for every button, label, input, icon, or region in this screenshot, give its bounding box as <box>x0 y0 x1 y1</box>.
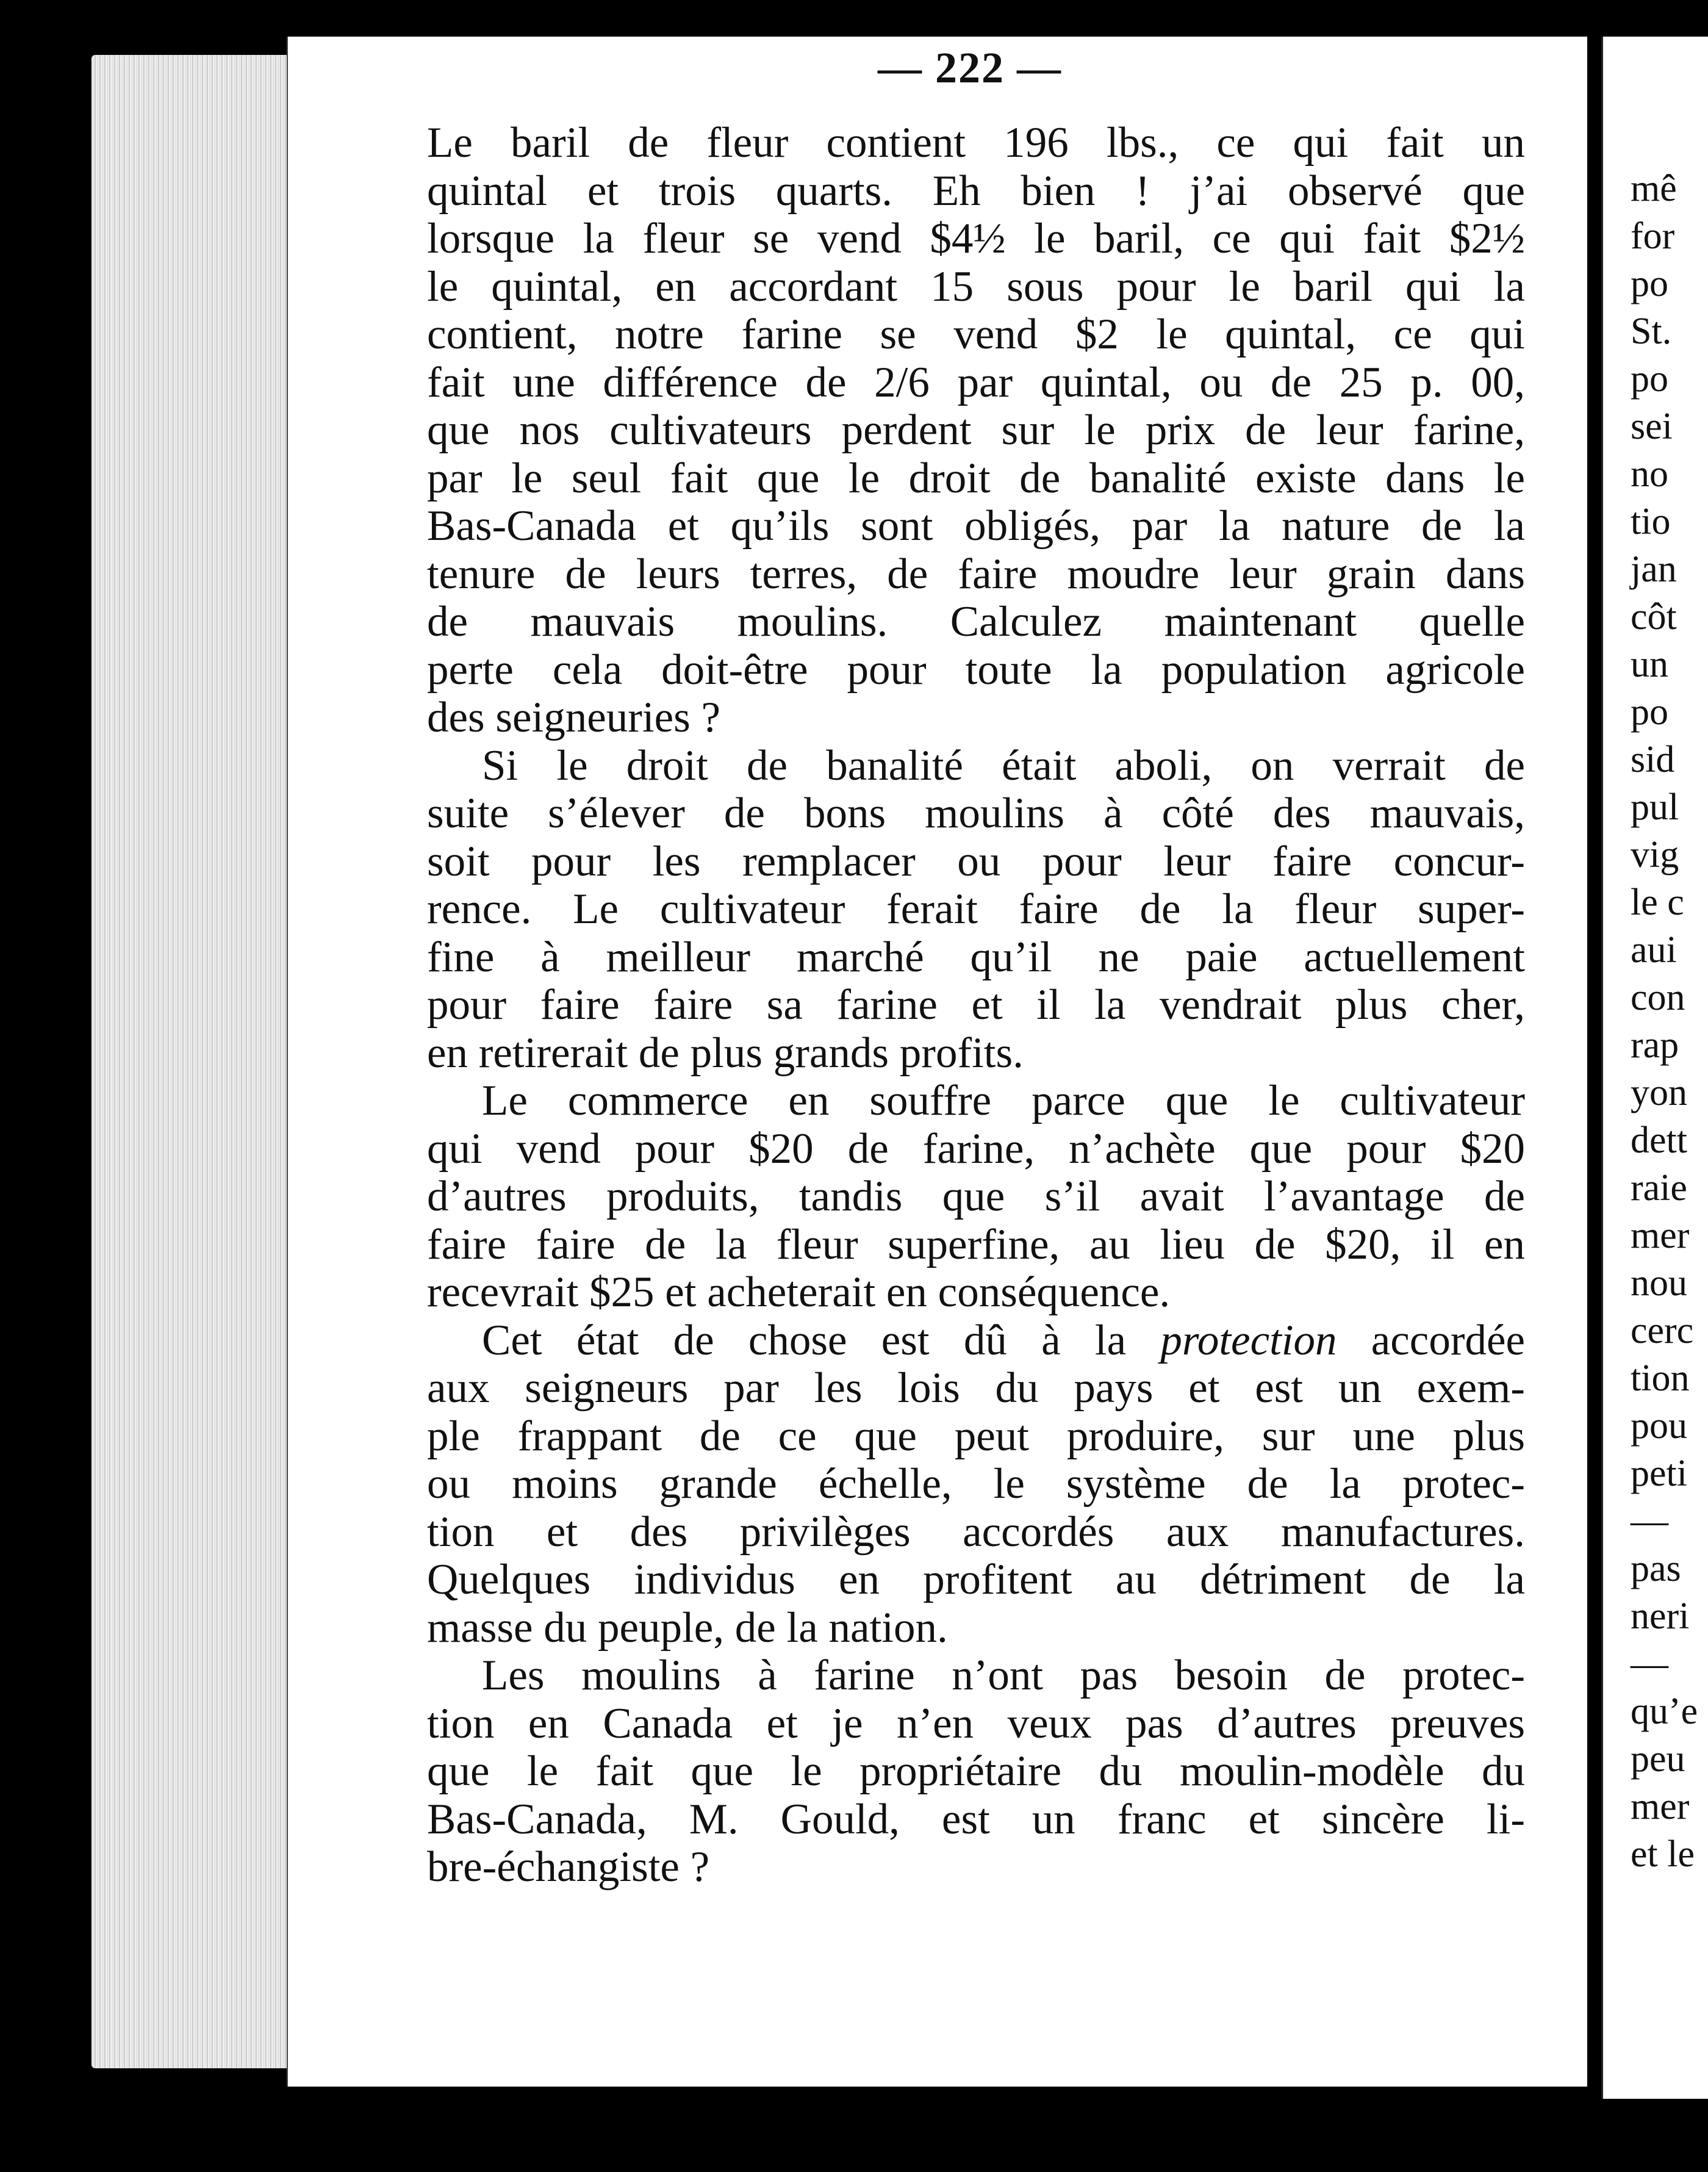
paragraph-1 <box>427 119 1525 742</box>
adjacent-page-fragment: con <box>1631 977 1685 1018</box>
adjacent-page-fragment: côt <box>1631 596 1677 638</box>
text-line: lorsque la fleur se vend $4½ le baril, ce qui fait $2½ <box>427 215 1525 262</box>
text-line: recevrait $25 et acheterait en conséquence. <box>427 1268 1171 1316</box>
adjacent-page-fragment: rap <box>1631 1024 1679 1066</box>
text-line: pour faire faire sa farine et il la vendrait plus cher, <box>427 981 1525 1029</box>
adjacent-page-fragment: qu’e <box>1631 1691 1698 1732</box>
text-line: tion en Canada et je n’en veux pas d’autres preuves <box>427 1699 1525 1747</box>
adjacent-page-fragment: neri <box>1631 1595 1690 1637</box>
adjacent-page-fragment: un <box>1631 644 1668 685</box>
adjacent-page-fragment: tion <box>1631 1358 1690 1399</box>
page-number: — 222 — <box>878 43 1062 92</box>
adjacent-page-fragment: vig <box>1631 834 1679 876</box>
adjacent-page-fragment: po <box>1631 691 1668 733</box>
adjacent-page-fragment: nou <box>1631 1262 1687 1304</box>
text-line: rence. Le cultivateur ferait faire de la fleur super- <box>427 885 1525 933</box>
adjacent-page-fragment: — <box>1631 1500 1668 1542</box>
adjacent-page-fragment: sei <box>1631 406 1673 447</box>
adjacent-page-fragment: — <box>1631 1643 1668 1685</box>
adjacent-page-fragment: et le <box>1631 1833 1695 1875</box>
text-line: fait une différence de 2/6 par quintal, ou de 25 p. 00, <box>427 358 1525 406</box>
text-line: aux seigneurs par les lois du pays et est un exem- <box>427 1364 1525 1412</box>
adjacent-page-fragment: cerc <box>1631 1310 1694 1351</box>
text-line: suite s’élever de bons moulins à côté des mauvais, <box>427 789 1525 837</box>
adjacent-page-fragment: raie <box>1631 1167 1687 1209</box>
adjacent-page-fragment: for <box>1631 215 1675 257</box>
adjacent-page-fragment: pou <box>1631 1405 1687 1447</box>
paragraph-2 <box>427 742 1525 1077</box>
text-line <box>427 1317 1525 1365</box>
adjacent-page-fragment: tio <box>1631 501 1671 542</box>
adjacent-page-fragment: jan <box>1631 548 1677 590</box>
text-line: que le fait que le propriétaire du moulin-modèle du <box>427 1747 1525 1795</box>
text-line: par le seul fait que le droit de banalité existe dans le <box>427 454 1525 502</box>
text-line: ple frappant de ce que peut produire, sur une plus <box>427 1412 1525 1460</box>
paragraph-4 <box>427 1317 1525 1652</box>
adjacent-page-fragment: po <box>1631 358 1668 400</box>
text-line: qui vend pour $20 de farine, n’achète que pour $20 <box>427 1124 1525 1173</box>
text-line: bre-échangiste ? <box>427 1843 710 1891</box>
text-line: ou moins grande échelle, le système de la protec- <box>427 1460 1525 1508</box>
text-line: Le commerce en souffre parce que le cultivateur <box>482 1077 1525 1124</box>
text-line: des seigneuries ? <box>427 694 721 741</box>
adjacent-page-fragment: po <box>1631 263 1668 304</box>
text-line: Bas-Canada et qu’ils sont obligés, par la nature de la <box>427 502 1525 550</box>
emphasis-protection: protection <box>1160 1316 1337 1364</box>
text-line: masse du peuple, de la nation. <box>427 1603 948 1652</box>
adjacent-page-fragment: le c <box>1631 882 1684 923</box>
text-line: Les moulins à farine n’ont pas besoin de protec- <box>482 1652 1525 1699</box>
text-line: de mauvais moulins. Calculez maintenant quelle <box>427 598 1525 645</box>
text-line: faire faire de la fleur superfine, au lieu de $20, il en <box>427 1220 1525 1268</box>
adjacent-page-fragment: pul <box>1631 786 1679 828</box>
page-body <box>427 119 1525 1891</box>
text-line: d’autres produits, tandis que s’il avait l’avantage de <box>427 1173 1525 1220</box>
text-line: soit pour les remplacer ou pour leur faire concur- <box>427 837 1525 885</box>
adjacent-page-fragment: dett <box>1631 1120 1687 1161</box>
text-run: accordée <box>1337 1316 1525 1364</box>
paragraph-3 <box>427 1077 1525 1317</box>
adjacent-page-fragment: mer <box>1631 1215 1690 1256</box>
text-line: contient, notre farine se vend $2 le quintal, ce qui <box>427 311 1525 358</box>
adjacent-page-fragment: no <box>1631 453 1668 495</box>
adjacent-page-fragment: sid <box>1631 739 1675 780</box>
text-line: quintal et trois quarts. Eh bien ! j’ai observé que <box>427 167 1525 215</box>
text-line: perte cela doit-être pour toute la population agricole <box>427 645 1525 694</box>
text-line: fine à meilleur marché qu’il ne paie actuellement <box>427 933 1525 981</box>
text-line: en retirerait de plus grands profits. <box>427 1029 1024 1077</box>
book-page-edges <box>92 55 287 2068</box>
adjacent-page-fragment: peti <box>1631 1453 1687 1494</box>
text-line: que nos cultivateurs perdent sur le prix de leur farine, <box>427 406 1525 454</box>
adjacent-page-fragment: pas <box>1631 1548 1681 1589</box>
text-line: Si le droit de banalité était aboli, on verrait de <box>482 741 1525 789</box>
adjacent-page-text <box>1631 165 1708 1878</box>
paragraph-5 <box>427 1652 1525 1891</box>
adjacent-page-fragment: mer <box>1631 1786 1690 1827</box>
adjacent-page-fragment: peu <box>1631 1738 1685 1780</box>
adjacent-page <box>1601 37 1708 2099</box>
text-line: Quelques individus en profitent au détriment de la <box>427 1556 1525 1603</box>
adjacent-page-fragment: aui <box>1631 929 1677 971</box>
adjacent-page-fragment: St. <box>1631 311 1672 352</box>
adjacent-page-fragment: yon <box>1631 1072 1687 1113</box>
adjacent-page-fragment: mê <box>1631 168 1677 209</box>
text-line: tion et des privilèges accordés aux manufactures. <box>427 1508 1525 1556</box>
text-line: Le baril de fleur contient 196 lbs., ce qui fait un <box>427 119 1525 167</box>
text-line: Bas-Canada, M. Gould, est un franc et sincère li- <box>427 1795 1525 1843</box>
text-line: le quintal, en accordant 15 sous pour le baril qui la <box>427 262 1525 311</box>
text-line: tenure de leurs terres, de faire moudre leur grain dans <box>427 550 1525 598</box>
text-run: Cet état de chose est dû à la <box>482 1316 1161 1364</box>
